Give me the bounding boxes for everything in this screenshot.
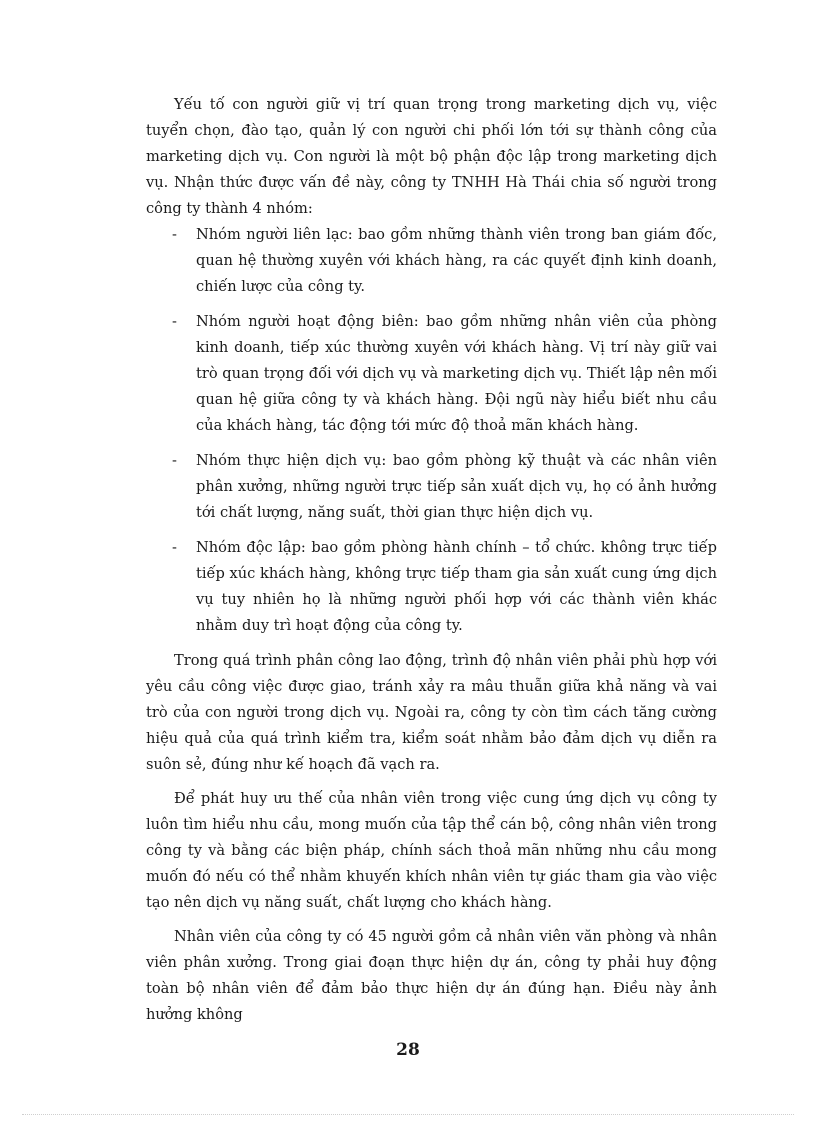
list-dash: -	[172, 313, 177, 330]
group-liaison-text: Nhóm người liên lạc: bao gồm những thành viên trong ban giám đốc, quan hệ thường xuyên với khách hàng, ra các quyết định kinh doanh, chiến lược của công ty.	[196, 226, 717, 295]
employee-advantage-paragraph: Để phát huy ưu thế của nhân viên trong việc cung ứng dịch vụ công ty luôn tìm hiểu nhu cầu, mong muốn của tập thể cán bộ, công nhân viên trong công ty và bằng các biện pháp, chính sách thoả mãn những nhu cầu mong muốn đó nếu có thể nhằm khuyến khích nhân viên tự giác tham gia vào việc tạo nên dịch vụ năng suất, chất lượng cho khách hàng.	[146, 790, 717, 911]
page-bottom-divider	[22, 1114, 794, 1115]
intro-paragraph: Yếu tố con người giữ vị trí quan trọng trong marketing dịch vụ, việc tuyển chọn, đào tạo, quản lý con người chi phối lớn tới sự thành công của marketing dịch vụ. Con người là một bộ phận độc lập trong marketing dịch vụ. Nhận thức được vấn đề này, công ty TNHH Hà Thái chia số người trong công ty thành 4 nhóm:	[146, 96, 717, 217]
group-independent-text: Nhóm độc lập: bao gồm phòng hành chính – tổ chức. không trực tiếp tiếp xúc khách hàng, không trực tiếp tham gia sản xuất cung ứng dịch vụ tuy nhiên họ là những người phối hợp với các thành viên khác nhằm duy trì hoạt động của công ty.	[196, 539, 717, 634]
list-dash: -	[172, 226, 177, 243]
list-dash: -	[172, 452, 177, 469]
list-item	[146, 222, 717, 300]
group-service-text: Nhóm thực hiện dịch vụ: bao gồm phòng kỹ thuật và các nhân viên phân xưởng, những người trực tiếp sản xuất dịch vụ, họ có ảnh hưởng tới chất lượng, năng suất, thời gian thực hiện dịch vụ.	[196, 452, 717, 521]
list-item	[146, 309, 717, 439]
group-boundary-text: Nhóm người hoạt động biên: bao gồm những nhân viên của phòng kinh doanh, tiếp xúc thường xuyên với khách hàng. Vị trí này giữ vai trò quan trọng đối với dịch vụ và marketing dịch vụ. Thiết lập nên mối quan hệ giữa công ty và khách hàng. Đội ngũ này hiểu biết nhu cầu của khách hàng, tác động tới mức độ thoả mãn khách hàng.	[196, 313, 717, 434]
list-item	[146, 535, 717, 639]
labor-division-paragraph: Trong quá trình phân công lao động, trình độ nhân viên phải phù hợp với yêu cầu công việc được giao, tránh xảy ra mâu thuẫn giữa khả năng và vai trò của con người trong dịch vụ. Ngoài ra, công ty còn tìm cách tăng cường hiệu quả của quá trình kiểm tra, kiểm soát nhằm bảo đảm dịch vụ diễn ra suôn sẻ, đúng như kế hoạch đã vạch ra.	[146, 652, 717, 773]
page-body	[146, 92, 717, 1036]
staff-count-paragraph: Nhân viên của công ty có 45 người gồm cả nhân viên văn phòng và nhân viên phân xưởng. Trong giai đoạn thực hiện dự án, công ty phải huy động toàn bộ nhân viên để đảm bảo thực hiện dự án đúng hạn. Điều này ảnh hưởng không	[146, 928, 717, 1023]
list-dash: -	[172, 539, 177, 556]
group-list	[146, 222, 717, 639]
list-item	[146, 448, 717, 526]
page-number: 28	[396, 1040, 420, 1060]
